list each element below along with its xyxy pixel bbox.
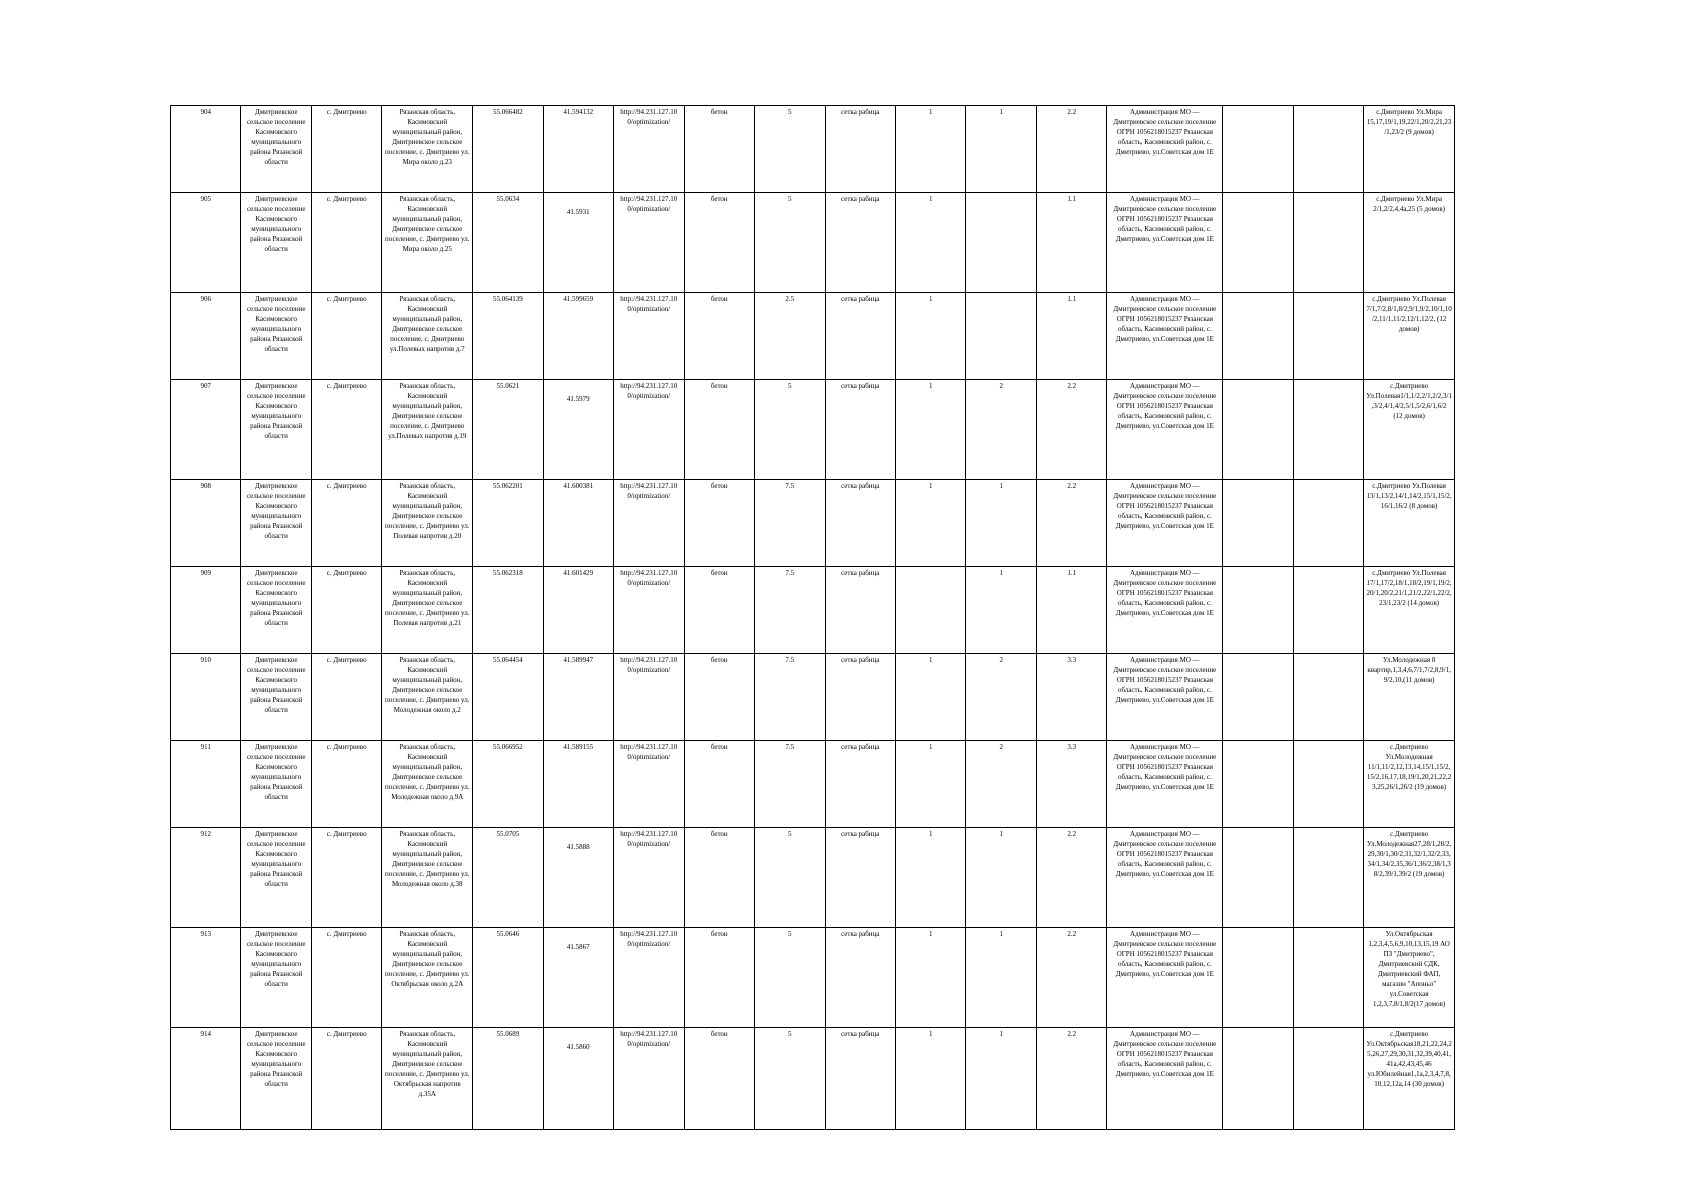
container-count-b: 1: [966, 828, 1036, 928]
empty-cell-b: [1293, 193, 1363, 293]
container-count-a: 1: [895, 293, 965, 380]
site-area: 5: [755, 380, 825, 480]
container-volume: 2.2: [1036, 480, 1106, 567]
empty-cell-a: [1223, 193, 1293, 293]
container-volume: 1.1: [1036, 193, 1106, 293]
empty-cell-b: [1293, 567, 1363, 654]
site-area: 7.5: [755, 567, 825, 654]
latitude-value: 55.0621: [473, 380, 543, 480]
locality-name: с. Дмитриево: [311, 293, 381, 380]
table-row: [171, 828, 1455, 928]
container-volume: 2.2: [1036, 106, 1106, 193]
container-count-a: 1: [895, 380, 965, 480]
site-area: 5: [755, 1028, 825, 1130]
fence-type: сетка рабица: [825, 1028, 895, 1130]
locality-name: с. Дмитриево: [311, 380, 381, 480]
row-number: 913: [171, 928, 241, 1028]
latitude-value: 55.0646: [473, 928, 543, 1028]
surface-type: бетон: [684, 741, 754, 828]
container-count-b: 1: [966, 567, 1036, 654]
owner-info: Администрация МО — Дмитриевское сельское поселение ОГРН 1056218015237 Рязанская область, Касимовский район, с. Дмитриево, ул.Советская дом 1Е: [1107, 741, 1223, 828]
fence-type: сетка рабица: [825, 293, 895, 380]
empty-cell-a: [1223, 293, 1293, 380]
surface-type: бетон: [684, 480, 754, 567]
container-count-a: 1: [895, 1028, 965, 1130]
settlement-name: Дмитриевское сельское поселение Касимовского муниципального района Рязанской области: [241, 106, 311, 193]
map-link[interactable]: http://94.231.127.10 0/optimization/: [614, 567, 684, 654]
site-address: Рязанская область, Касимовский муниципальный район, Дмитриевское сельское поселение, с. Дмитриево ул. Октябрьская напротив д.35А: [382, 1028, 473, 1130]
site-address: Рязанская область, Касимовский муниципальный район, Дмитриевское сельское поселение, с. Дмитриево ул. Молодежная около д.2: [382, 654, 473, 741]
longitude-value: 41.5979: [543, 380, 613, 480]
table-row: [171, 654, 1455, 741]
longitude-value: 41.5867: [543, 928, 613, 1028]
latitude-value: 55.064454: [473, 654, 543, 741]
waste-sources: с.Дмитриево Ул.Полевая 13/1,13/2,14/1,14/2,15/1,15/2,16/1,16/2 (8 домов): [1364, 480, 1455, 567]
empty-cell-a: [1223, 106, 1293, 193]
container-volume: 1.1: [1036, 567, 1106, 654]
site-address: Рязанская область, Касимовский муниципальный район, Дмитриевское сельское поселение, с. Дмитриево ул. Молодежная около д.9А: [382, 741, 473, 828]
settlement-name: Дмитриевское сельское поселение Касимовского муниципального района Рязанской области: [241, 928, 311, 1028]
settlement-name: Дмитриевское сельское поселение Касимовского муниципального района Рязанской области: [241, 654, 311, 741]
container-volume: 2.2: [1036, 1028, 1106, 1130]
waste-sources: с.Дмитриево Ул.Полевая 7/1,7/2,8/1,8/2,9/1,9/2,10/1,10/2,11/1,11/2,12/1,12/2, (12 домов): [1364, 293, 1455, 380]
surface-type: бетон: [684, 193, 754, 293]
surface-type: бетон: [684, 828, 754, 928]
fence-type: сетка рабица: [825, 567, 895, 654]
settlement-name: Дмитриевское сельское поселение Касимовского муниципального района Рязанской области: [241, 380, 311, 480]
container-count-a: 1: [895, 480, 965, 567]
table-row: [171, 193, 1455, 293]
map-link[interactable]: http://94.231.127.10 0/optimization/: [614, 293, 684, 380]
site-area: 2.5: [755, 293, 825, 380]
latitude-value: 55.064139: [473, 293, 543, 380]
settlement-name: Дмитриевское сельское поселение Касимовского муниципального района Рязанской области: [241, 741, 311, 828]
locality-name: с. Дмитриево: [311, 480, 381, 567]
empty-cell-b: [1293, 654, 1363, 741]
map-link[interactable]: http://94.231.127.10 0/optimization/: [614, 380, 684, 480]
container-volume: 3.3: [1036, 741, 1106, 828]
container-count-b: 1: [966, 480, 1036, 567]
locality-name: с. Дмитриево: [311, 193, 381, 293]
empty-cell-b: [1293, 828, 1363, 928]
empty-cell-a: [1223, 480, 1293, 567]
empty-cell-b: [1293, 480, 1363, 567]
site-address: Рязанская область, Касимовский муниципальный район, Дмитриевское сельское поселение, с. Дмитриево ул. Полевая напротив д.21: [382, 567, 473, 654]
container-count-a: 1: [895, 106, 965, 193]
locality-name: с. Дмитриево: [311, 928, 381, 1028]
latitude-value: 55.062201: [473, 480, 543, 567]
fence-type: сетка рабица: [825, 741, 895, 828]
fence-type: сетка рабица: [825, 928, 895, 1028]
latitude-value: 55.0634: [473, 193, 543, 293]
row-number: 912: [171, 828, 241, 928]
locality-name: с. Дмитриево: [311, 654, 381, 741]
site-area: 7.5: [755, 480, 825, 567]
surface-type: бетон: [684, 567, 754, 654]
table-row: [171, 293, 1455, 380]
map-link[interactable]: http://94.231.127.10 0/optimization/: [614, 741, 684, 828]
site-area: 5: [755, 828, 825, 928]
fence-type: сетка рабица: [825, 654, 895, 741]
container-count-b: 1: [966, 928, 1036, 1028]
site-area: 7.5: [755, 654, 825, 741]
container-volume: 2.2: [1036, 928, 1106, 1028]
empty-cell-a: [1223, 567, 1293, 654]
locality-name: с. Дмитриево: [311, 741, 381, 828]
container-count-b: [966, 193, 1036, 293]
row-number: 906: [171, 293, 241, 380]
container-volume: 1.1: [1036, 293, 1106, 380]
fence-type: сетка рабица: [825, 828, 895, 928]
empty-cell-b: [1293, 293, 1363, 380]
longitude-value: 41.600381: [543, 480, 613, 567]
owner-info: Администрация МО — Дмитриевское сельское поселение ОГРН 1056218015237 Рязанская область, Касимовский район, с. Дмитриево, ул.Советская дом 1Е: [1107, 106, 1223, 193]
waste-sources: с.Дмитриево Ул.Полевая 17/1,17/2,18/1,18/2,19/1,19/2,20/1,20/2,21/1,21/2,22/1,22/2,23/1,23/2 (14 домов): [1364, 567, 1455, 654]
latitude-value: 55.0705: [473, 828, 543, 928]
table-row: [171, 380, 1455, 480]
waste-sources: с.Дмитриево Ул.Молодежная 11/1,11/2,12,13,14,15/1,15/2,15/2,16,17,18,19/1,20,21,22,23,25,26/1,26/2 (19 домов): [1364, 741, 1455, 828]
waste-sources: Ул.Октябрьская 1,2,3,4,5,6,9,10,13,15,19 АО ПЗ "Дмитриево", Дмитриевский СДК, Дмитриевский ФАП, магазин "Апоньо" ул.Советская 1,2,3,7,8/1,8/2(17 домов): [1364, 928, 1455, 1028]
owner-info: Администрация МО — Дмитриевское сельское поселение ОГРН 1056218015237 Рязанская область, Касимовский район, с. Дмитриево, ул.Советская дом 1Е: [1107, 828, 1223, 928]
row-number: 904: [171, 106, 241, 193]
longitude-value: 41.589155: [543, 741, 613, 828]
container-count-b: 2: [966, 654, 1036, 741]
waste-sources: с.Дмитриево Ул.Молодежная27,28/1,28/2,29,30/1,30/2,31,32/1,32/2,33,34/1,34/2,35,36/1,36/2,38/1,38/2,39/1,39/2 (19 домов): [1364, 828, 1455, 928]
fence-type: сетка рабица: [825, 106, 895, 193]
container-count-b: 2: [966, 380, 1036, 480]
map-link[interactable]: http://94.231.127.10 0/optimization/: [614, 828, 684, 928]
waste-sources: с.Дмитриево Ул.Мира 2/1,2/2,4,4а,25 (5 домов): [1364, 193, 1455, 293]
fence-type: сетка рабица: [825, 380, 895, 480]
locality-name: с. Дмитриево: [311, 567, 381, 654]
waste-sources: с.Дмитриево Ул.Октябрьская18,21,22,24,25,26,27,29,30,31,32,39,40,41,41а,42,43,45,46 ул.Юбилейная1,1а,2,3,4,7,8,10,12,12а,14 (30 домов): [1364, 1028, 1455, 1130]
container-volume: 2.2: [1036, 380, 1106, 480]
fence-type: сетка рабица: [825, 480, 895, 567]
site-area: 5: [755, 106, 825, 193]
settlement-name: Дмитриевское сельское поселение Касимовского муниципального района Рязанской области: [241, 193, 311, 293]
waste-sources: с.Дмитриево Ул.Мира 15,17,19/1,19,22/1,20/2,21,23/1,23/2 (9 домов): [1364, 106, 1455, 193]
locality-name: с. Дмитриево: [311, 828, 381, 928]
latitude-value: 55.062318: [473, 567, 543, 654]
owner-info: Администрация МО — Дмитриевское сельское поселение ОГРН 1056218015237 Рязанская область, Касимовский район, с. Дмитриево, ул.Советская дом 1Е: [1107, 1028, 1223, 1130]
owner-info: Администрация МО — Дмитриевское сельское поселение ОГРН 1056218015237 Рязанская область, Касимовский район, с. Дмитриево, ул.Советская дом 1Е: [1107, 928, 1223, 1028]
empty-cell-b: [1293, 741, 1363, 828]
container-count-b: 1: [966, 1028, 1036, 1130]
settlement-name: Дмитриевское сельское поселение Касимовского муниципального района Рязанской области: [241, 293, 311, 380]
owner-info: Администрация МО — Дмитриевское сельское поселение ОГРН 1056218015237 Рязанская область, Касимовский район, с. Дмитриево, ул.Советская дом 1Е: [1107, 293, 1223, 380]
site-address: Рязанская область, Касимовский муниципальный район, Дмитриевское сельское поселение, с. Дмитриево ул.Полевых напротив д.19: [382, 380, 473, 480]
container-count-a: 1: [895, 654, 965, 741]
row-number: 908: [171, 480, 241, 567]
table-row: [171, 928, 1455, 1028]
container-count-a: 1: [895, 928, 965, 1028]
surface-type: бетон: [684, 654, 754, 741]
empty-cell-a: [1223, 1028, 1293, 1130]
site-address: Рязанская область, Касимовский муниципальный район, Дмитриевское сельское поселение, с. Дмитриево ул. Молодежная около д.38: [382, 828, 473, 928]
locality-name: с. Дмитриево: [311, 1028, 381, 1130]
map-link[interactable]: http://94.231.127.10 0/optimization/: [614, 1028, 684, 1130]
table-row: [171, 741, 1455, 828]
waste-sources: Ул.Молодежная 8 квартир,1,3,4,6,7/1,7/2,8,9/1,9/2,10,(11 домов): [1364, 654, 1455, 741]
longitude-value: 41.599659: [543, 293, 613, 380]
owner-info: Администрация МО — Дмитриевское сельское поселение ОГРН 1056218015237 Рязанская область, Касимовский район, с. Дмитриево, ул.Советская дом 1Е: [1107, 654, 1223, 741]
settlement-name: Дмитриевское сельское поселение Касимовского муниципального района Рязанской области: [241, 828, 311, 928]
container-count-a: 1: [895, 193, 965, 293]
site-address: Рязанская область, Касимовский муниципальный район, Дмитриевское сельское поселение, с. Дмитриево ул. Мира около д.23: [382, 106, 473, 193]
longitude-value: 41.5888: [543, 828, 613, 928]
row-number: 910: [171, 654, 241, 741]
site-address: Рязанская область, Касимовский муниципальный район, Дмитриевское сельское поселение, с. Дмитриево ул. Октябрьская около д.2А: [382, 928, 473, 1028]
empty-cell-a: [1223, 741, 1293, 828]
fence-type: сетка рабица: [825, 193, 895, 293]
container-count-b: [966, 293, 1036, 380]
site-area: 5: [755, 928, 825, 1028]
container-count-a: 1: [895, 828, 965, 928]
container-sites-table: [170, 105, 1455, 1130]
container-count-a: 1: [895, 741, 965, 828]
table-row: [171, 106, 1455, 193]
owner-info: Администрация МО — Дмитриевское сельское поселение ОГРН 1056218015237 Рязанская область, Касимовский район, с. Дмитриево, ул.Советская дом 1Е: [1107, 480, 1223, 567]
container-count-b: 1: [966, 106, 1036, 193]
site-area: 5: [755, 193, 825, 293]
owner-info: Администрация МО — Дмитриевское сельское поселение ОГРН 1056218015237 Рязанская область, Касимовский район, с. Дмитриево, ул.Советская дом 1Е: [1107, 193, 1223, 293]
settlement-name: Дмитриевское сельское поселение Касимовского муниципального района Рязанской области: [241, 480, 311, 567]
container-count-a: [895, 567, 965, 654]
empty-cell-b: [1293, 106, 1363, 193]
settlement-name: Дмитриевское сельское поселение Касимовского муниципального района Рязанской области: [241, 1028, 311, 1130]
map-link[interactable]: http://94.231.127.10 0/optimization/: [614, 193, 684, 293]
map-link[interactable]: http://94.231.127.10 0/optimization/: [614, 480, 684, 567]
surface-type: бетон: [684, 380, 754, 480]
row-number: 911: [171, 741, 241, 828]
empty-cell-a: [1223, 654, 1293, 741]
container-volume: 3.3: [1036, 654, 1106, 741]
site-address: Рязанская область, Касимовский муниципальный район, Дмитриевское сельское поселение, с. Дмитриево ул. Полевая напротив д.20: [382, 480, 473, 567]
surface-type: бетон: [684, 1028, 754, 1130]
surface-type: бетон: [684, 928, 754, 1028]
surface-type: бетон: [684, 293, 754, 380]
locality-name: с. Дмитриево: [311, 106, 381, 193]
empty-cell-a: [1223, 828, 1293, 928]
owner-info: Администрация МО — Дмитриевское сельское поселение ОГРН 1056218015237 Рязанская область, Касимовский район, с. Дмитриево, ул.Советская дом 1Е: [1107, 380, 1223, 480]
table-row: [171, 480, 1455, 567]
settlement-name: Дмитриевское сельское поселение Касимовского муниципального района Рязанской области: [241, 567, 311, 654]
owner-info: Администрация МО — Дмитриевское сельское поселение ОГРН 1056218015237 Рязанская область, Касимовский район, с. Дмитриево, ул.Советская дом 1Е: [1107, 567, 1223, 654]
empty-cell-b: [1293, 380, 1363, 480]
row-number: 905: [171, 193, 241, 293]
map-link[interactable]: http://94.231.127.10 0/optimization/: [614, 106, 684, 193]
longitude-value: 41.589947: [543, 654, 613, 741]
row-number: 907: [171, 380, 241, 480]
site-area: 7.5: [755, 741, 825, 828]
empty-cell-b: [1293, 1028, 1363, 1130]
surface-type: бетон: [684, 106, 754, 193]
site-address: Рязанская область, Касимовский муниципальный район, Дмитриевское сельское поселение, с. Дмитриево ул. Мира около д.25: [382, 193, 473, 293]
empty-cell-a: [1223, 928, 1293, 1028]
map-link[interactable]: http://94.231.127.10 0/optimization/: [614, 928, 684, 1028]
latitude-value: 55.066482: [473, 106, 543, 193]
map-link[interactable]: http://94.231.127.10 0/optimization/: [614, 654, 684, 741]
longitude-value: 41.5931: [543, 193, 613, 293]
container-volume: 2.2: [1036, 828, 1106, 928]
table-row: [171, 567, 1455, 654]
latitude-value: 55.066952: [473, 741, 543, 828]
longitude-value: 41.601429: [543, 567, 613, 654]
waste-sources: с.Дмитриево Ул.Полевая1/1,1/2,2/1,2/2,3/1,3/2,4/1,4/2,5/1,5/2,6/1,6/2 (12 домов): [1364, 380, 1455, 480]
row-number: 909: [171, 567, 241, 654]
empty-cell-b: [1293, 928, 1363, 1028]
site-address: Рязанская область, Касимовский муниципальный район, Дмитриевское сельское поселение, с. Дмитриево ул.Полевых напротив д.7: [382, 293, 473, 380]
container-count-b: 2: [966, 741, 1036, 828]
table-row: [171, 1028, 1455, 1130]
latitude-value: 55.0689: [473, 1028, 543, 1130]
longitude-value: 41.5860: [543, 1028, 613, 1130]
row-number: 914: [171, 1028, 241, 1130]
empty-cell-a: [1223, 380, 1293, 480]
longitude-value: 41.594132: [543, 106, 613, 193]
